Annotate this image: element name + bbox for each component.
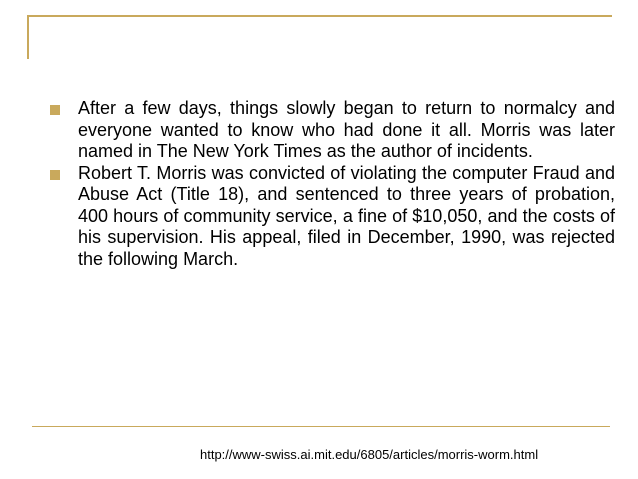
bullet-text: Robert T. Morris was convicted of violating the computer Fraud and Abuse Act (Title 18), and sentenced to three years of probation, 400 hours of community service, a fine of $10,050, and the costs of his supervision. His appeal, filed in December, 1990, was rejected the following March. [78, 162, 615, 269]
left-rule [27, 15, 29, 59]
bullet-text: After a few days, things slowly began to return to normalcy and everyone wanted to know who had done it all. Morris was later named in The New York Times as the author of incidents. [78, 98, 615, 161]
bullet-item [50, 163, 615, 271]
square-bullet-icon [50, 170, 60, 180]
source-link[interactable]: http://www-swiss.ai.mit.edu/6805/articles/morris-worm.html [200, 447, 539, 462]
square-bullet-icon [50, 105, 60, 115]
bullet-item [50, 98, 615, 163]
bottom-rule [32, 426, 610, 427]
bullet-list [50, 98, 615, 270]
top-rule [27, 15, 612, 17]
